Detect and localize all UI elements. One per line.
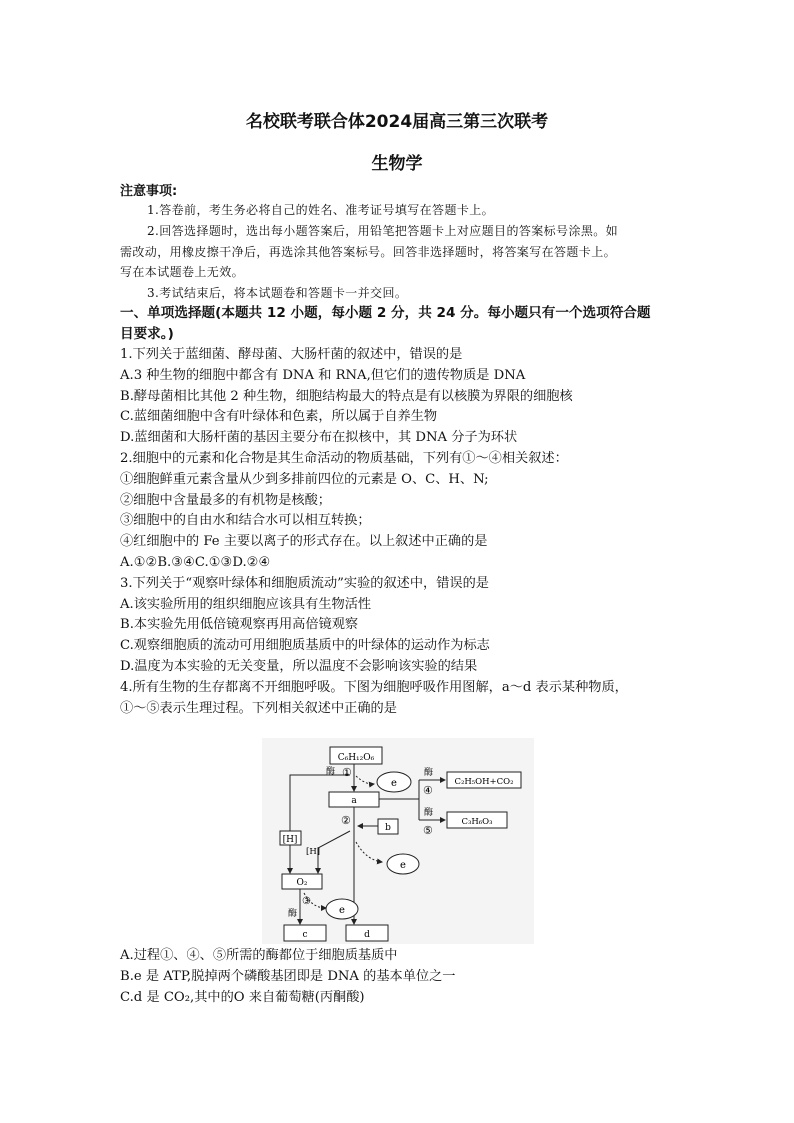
h-label-1: [H] [282,835,298,845]
step-5-label: ⑤ [423,824,433,837]
question-line: C.蓝细菌细胞中含有叶绿体和色素，所以属于自养生物 [120,409,438,425]
c-label: c [302,930,308,940]
question-line: D.温度为本实验的无关变量，所以温度不会影响该实验的结果 [120,658,478,674]
o2-label: O₂ [296,878,308,888]
step-2-label: ② [341,814,351,827]
lactate-label: C₃H₆O₃ [461,817,493,827]
enzyme-label-3: 酶 [288,909,298,919]
section-heading [120,303,690,345]
question-line: A.3 种生物的细胞中都含有 DNA 和 RNA,但它们的遗传物质是 DNA [120,367,526,383]
b-label: b [385,823,391,833]
notice-list [120,200,690,304]
question-line: D.蓝细菌和大肠杆菌的基因主要分布在拟核中，其 DNA 分子为环状 [120,430,518,446]
notice-item: 1.答卷前，考生务必将自己的姓名、准考证号填写在答题卡上。 [147,203,495,217]
question-line: ①细胞鲜重元素含量从少到多排前四位的元素是 O、C、H、N; [120,471,489,487]
question-4-options [120,945,690,1007]
option-line: B.e 是 ATP,脱掉两个磷酸基团即是 DNA 的基本单位之一 [120,968,456,984]
question-line: ④红细胞中的 Fe 主要以离子的形式存在。以上叙述中正确的是 [120,534,488,550]
notice-item: 3.考试结束后，将本试题卷和答题卡一并交回。 [147,286,408,301]
notice-heading: 注意事项: [120,184,178,199]
question-line: 1.下列关于蓝细菌、酵母菌、大肠杆菌的叙述中，错误的是 [120,347,463,362]
option-line: A.过程①、④、⑤所需的酶都位于细胞质基质中 [120,948,398,963]
question-line: 2.细胞中的元素和化合物是其生命活动的物质基础，下列有①～④相关叙述： [120,450,568,466]
a-label: a [351,796,357,806]
enzyme-label-5: 酶 [424,808,434,818]
step-3-label: ③ [302,896,311,907]
question-line: C.观察细胞质的流动可用细胞质基质中的叶绿体的运动作为标志 [120,638,490,654]
notice-item: 2.回答选择题时，选出每小题答案后，用铅笔把答题卡上对应题目的答案标号涂黑。如 [147,223,619,238]
subject-title: 生物学 [371,154,423,174]
notice-item: 写在本试题卷上无效。 [120,265,245,280]
question-line: B.本实验先用低倍镜观察再用高倍镜观察 [120,617,359,633]
enzyme-label: 酶 [326,767,336,777]
respiration-diagram [262,738,534,944]
question-line: A.①②B.③④C.①③D.②④ [120,554,271,570]
question-line: 4.所有生物的生存都离不开细胞呼吸。下图为细胞呼吸作用图解，a～d 表示某种物质， [120,679,628,695]
step-4-label: ④ [423,784,433,797]
section-line: 一、单项选择题(本题共 12 小题，每小题 2 分，共 24 分。每小题只有一个选项符合题 [120,305,651,321]
question-line: A.该实验所用的组织细胞应该具有生物活性 [120,596,372,612]
question-line: B.酵母菌相比其他 2 种生物，细胞结构最大的特点是有以核膜为界限的细胞核 [120,388,573,404]
glucose-label: C₆H₁₂O₆ [337,753,375,763]
h-label-2: [H] [306,847,321,857]
e-label-2: e [400,860,406,871]
exam-title: 名校联考联合体2024届高三第三次联考 [245,112,549,132]
step-1-label: ① [342,766,352,779]
e-label-1: e [391,778,397,789]
enzyme-label-4: 酶 [424,768,434,778]
ethanol-label: C₂H₅OH+CO₂ [454,777,514,787]
question-line: 3.下列关于“观察叶绿体和细胞质流动”实验的叙述中，错误的是 [120,575,489,591]
question-line: ③细胞中的自由水和结合水可以相互转换； [120,513,371,529]
section-line: 目要求。) [120,325,174,342]
question-line: ①～⑤表示生理过程。下列相关叙述中正确的是 [120,700,397,716]
option-line: C.d 是 CO₂,其中的O 来自葡萄糖(丙酮酸) [120,989,365,1005]
e-label-3: e [339,905,345,916]
notice-item: 需改动，用橡皮擦干净后，再选涂其他答案标号。回答非选择题时，将答案写在答题卡上。 [120,244,617,259]
question-list [120,345,690,719]
question-line: ②细胞中含量最多的有机物是核酸； [120,492,331,508]
d-label: d [364,930,370,940]
